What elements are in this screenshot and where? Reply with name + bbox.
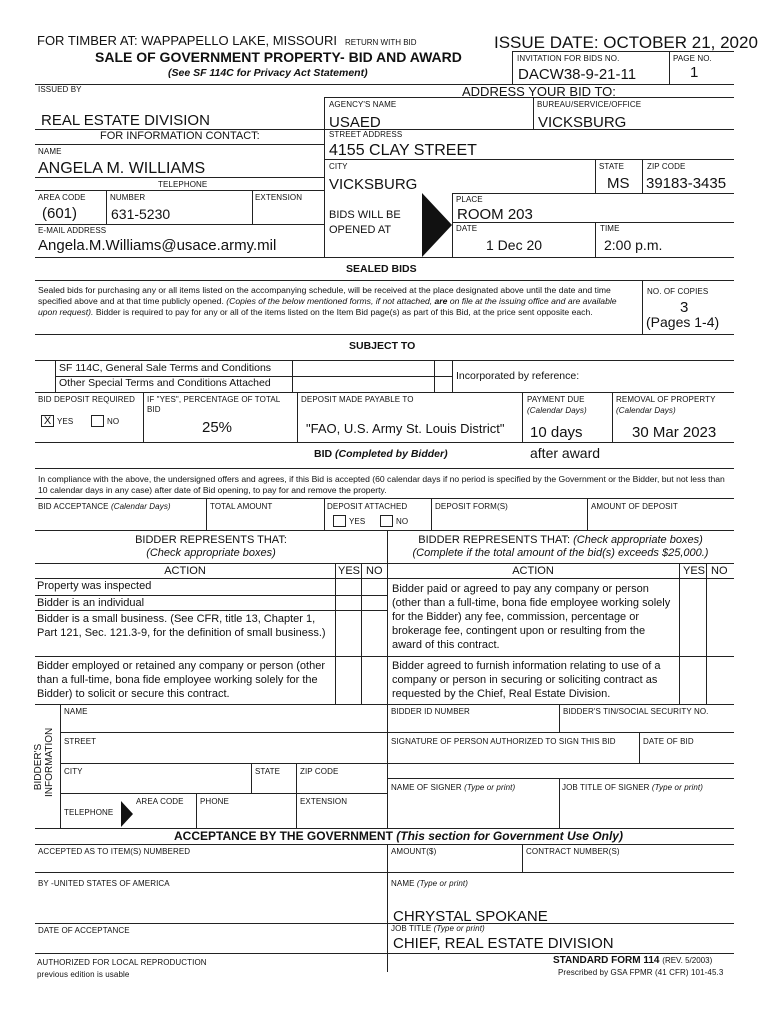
acceptor-name-label: NAME (Type or print) <box>391 879 468 888</box>
phone-number-value: 631-5230 <box>111 206 171 222</box>
represent-right-row-0: Bidder paid or agreed to pay any company or person (other than a full-time, bona fide employee working solely for the Bidder) any fee, commission, percentage or brokerage fee, contingent upon or resulting from the award of this contract. <box>392 583 671 651</box>
payable-to-label: DEPOSIT MADE PAYABLE TO <box>301 395 414 404</box>
bidder-street-label: STREET <box>64 737 97 746</box>
privacy-note: (See SF 114C for Privacy Act Statement) <box>168 67 368 79</box>
left-yes-header: YES <box>338 565 361 577</box>
issue-date: ISSUE DATE: OCTOBER 21, 2020 <box>494 33 758 52</box>
bidder-extension-label: EXTENSION <box>300 797 348 806</box>
city-label: CITY <box>329 162 348 171</box>
bid-acceptance-label: BID ACCEPTANCE (Calendar Days) <box>38 502 171 511</box>
contract-numbers-label: CONTRACT NUMBER(S) <box>526 847 620 856</box>
state-label: STATE <box>599 162 625 171</box>
date-of-acceptance-label: DATE OF ACCEPTANCE <box>38 926 130 935</box>
contact-name-label: NAME <box>38 147 62 156</box>
payment-due-sub: (Calendar Days) <box>527 406 587 415</box>
deposit-attached-yes-label: YES <box>349 517 366 526</box>
percentage-label: IF "YES", PERCENTAGE OF TOTAL BID <box>147 395 281 414</box>
acceptor-title: CHIEF, REAL ESTATE DIVISION <box>393 935 614 952</box>
right-action-header: ACTION <box>512 565 554 577</box>
subject-item-special-terms: Other Special Terms and Conditions Attached <box>59 377 271 389</box>
acceptor-title-label: JOB TITLE (Type or print) <box>391 924 485 933</box>
represents-left-sub: (Check appropriate boxes) <box>146 547 276 559</box>
copies-label: NO. OF COPIES <box>647 287 709 296</box>
page-number: 1 <box>690 64 699 81</box>
time-value: 2:00 p.m. <box>604 237 663 253</box>
footer-form-number: STANDARD FORM 114 (REV. 5/2003) <box>553 955 713 966</box>
invitation-label: INVITATION FOR BIDS NO. <box>517 54 620 63</box>
removal-value: 30 Mar 2023 <box>632 424 717 441</box>
date-label: DATE <box>456 224 478 233</box>
bidder-info-side-label: BIDDER'S INFORMATION <box>33 727 55 797</box>
contact-heading: FOR INFORMATION CONTACT: <box>100 130 260 142</box>
area-code-value: (601) <box>42 205 78 222</box>
deposit-yes-checkbox[interactable]: X <box>41 415 54 427</box>
copies-pages: (Pages 1-4) <box>646 314 720 330</box>
place-value: ROOM 203 <box>457 206 533 223</box>
signature-label: SIGNATURE OF PERSON AUTHORIZED TO SIGN THIS BID <box>391 737 616 746</box>
deposit-amount-label: AMOUNT OF DEPOSIT <box>591 502 678 511</box>
represents-right-heading: BIDDER REPRESENTS THAT: (Check appropriate boxes) <box>418 534 703 546</box>
deposit-no-checkbox[interactable] <box>91 415 104 427</box>
bidder-telephone-label: TELEPHONE <box>64 808 114 817</box>
bidder-area-code-label: AREA CODE <box>136 797 184 806</box>
email-value: Angela.M.Williams@usace.army.mil <box>38 237 277 254</box>
amount-label: AMOUNT($) <box>391 847 437 856</box>
telephone-label: TELEPHONE <box>158 180 208 189</box>
footer-prescribed: Prescribed by GSA FPMR (41 CFR) 101-45.3 <box>558 968 724 977</box>
represent-right-row-1: Bidder agreed to furnish information relating to use of a company or person in securing or soliciting contract as requested by the Chief, Real Estate Division. <box>392 660 661 700</box>
address-heading: ADDRESS YOUR BID TO: <box>462 84 616 99</box>
subject-item-sf114c: SF 114C, General Sale Terms and Conditions <box>59 362 272 374</box>
payment-due-value: 10 days <box>530 424 583 441</box>
area-code-label: AREA CODE <box>38 193 86 202</box>
place-label: PLACE <box>456 195 483 204</box>
bid-deposit-required-label: BID DEPOSIT REQUIRED <box>38 395 135 404</box>
deposit-attached-no-checkbox[interactable] <box>380 515 393 527</box>
state-value: MS <box>607 175 630 192</box>
removal-sub: (Calendar Days) <box>616 406 676 415</box>
email-label: E-MAIL ADDRESS <box>38 226 107 235</box>
represent-left-row-2: Bidder is a small business. (See CFR, title 13, Chapter 1, Part 121, Sec. 121.3-9, for the definition of small business.) <box>37 613 326 639</box>
left-no-header: NO <box>366 565 383 577</box>
deposit-attached-yes-checkbox[interactable] <box>333 515 346 527</box>
payable-to-value: "FAO, U.S. Army St. Louis District" <box>306 421 505 436</box>
subject-to-heading: SUBJECT TO <box>349 340 416 352</box>
bidder-zip-label: ZIP CODE <box>300 767 339 776</box>
number-label: NUMBER <box>110 193 146 202</box>
deposit-yes-label: YES <box>57 417 74 426</box>
removal-label: REMOVAL OF PROPERTY <box>616 395 716 404</box>
street-label: STREET ADDRESS <box>329 130 403 139</box>
bidder-phone-label: PHONE <box>200 797 229 806</box>
incorporated-label: Incorporated by reference: <box>456 370 580 382</box>
represents-right-sub: (Complete if the total amount of the bid(s) exceeds $25,000.) <box>412 547 709 559</box>
deposit-attached-label: DEPOSIT ATTACHED <box>327 502 408 511</box>
bidder-id-label: BIDDER ID NUMBER <box>391 707 470 716</box>
deposit-forms-label: DEPOSIT FORM(S) <box>435 502 508 511</box>
extension-label: EXTENSION <box>255 193 303 202</box>
percentage-value: 25% <box>202 419 233 436</box>
bidder-tin-label: BIDDER'S TIN/SOCIAL SECURITY NO. <box>563 707 709 716</box>
sealed-bids-text: Sealed bids for purchasing any or all items listed on the accompanying schedule, will be received at the place designated above until the date and time specified above and at that time publicly opened. (Copies of the below mentioned forms, if not attached, are on file at the issuing office and are available upon request). Bidder is required to pay for any or all of the items listed on the Item Bid page(s) as part of this Bid, at the price sent opposite each. <box>38 285 617 317</box>
total-amount-label: TOTAL AMOUNT <box>210 502 273 511</box>
deposit-no-label: NO <box>107 417 120 426</box>
form-title: SALE OF GOVERNMENT PROPERTY- BID AND AWARD <box>95 49 462 65</box>
bidder-state-label: STATE <box>255 767 281 776</box>
footer-authorized: AUTHORIZED FOR LOCAL REPRODUCTION <box>37 958 207 967</box>
city-value: VICKSBURG <box>329 176 418 193</box>
right-yes-header: YES <box>683 565 706 577</box>
agency-name: USAED <box>329 114 381 131</box>
payment-after-award: after award <box>530 445 601 461</box>
bureau-name: VICKSBURG <box>538 114 627 131</box>
bids-opened-line2: OPENED AT <box>329 224 392 236</box>
contact-name: ANGELA M. WILLIAMS <box>38 160 206 177</box>
agency-label: AGENCY'S NAME <box>329 100 397 109</box>
left-action-header: ACTION <box>164 565 206 577</box>
invitation-number: DACW38-9-21-11 <box>518 66 637 83</box>
signer-name-label: NAME OF SIGNER (Type or print) <box>391 783 516 792</box>
arrow-right-icon <box>420 193 453 257</box>
page-label: PAGE NO. <box>673 54 712 63</box>
issued-by-label: ISSUED BY <box>38 85 82 94</box>
sealed-bids-heading: SEALED BIDS <box>346 263 417 275</box>
represent-left-row-1: Bidder is an individual <box>37 597 145 609</box>
bidder-name-label: NAME <box>64 707 88 716</box>
bidder-city-label: CITY <box>64 767 83 776</box>
signer-title-label: JOB TITLE OF SIGNER (Type or print) <box>562 783 704 792</box>
represent-left-row-3: Bidder employed or retained any company or person (other than a full-time, bona fide employee working solely for the Bidder) to solicit or secure this contract. <box>37 660 325 700</box>
compliance-text: In compliance with the above, the undersigned offers and agrees, if this Bid is accepted (60 calendar days if no period is specified by the Government or the Bidder, but not less than 10 calendar days in any case) after date of Bid opening, to pay for and remove the property. <box>38 474 725 495</box>
street-address: 4155 CLAY STREET <box>329 142 477 159</box>
accepted-items-label: ACCEPTED AS TO ITEM(S) NUMBERED <box>38 847 191 856</box>
footer-previous-edition: previous edition is usable <box>37 970 130 979</box>
date-of-bid-label: DATE OF BID <box>643 737 694 746</box>
right-no-header: NO <box>711 565 728 577</box>
time-label: TIME <box>600 224 620 233</box>
represents-left-heading: BIDDER REPRESENTS THAT: <box>135 534 287 546</box>
bids-opened-line1: BIDS WILL BE <box>329 209 401 221</box>
bid-heading: BID (Completed by Bidder) <box>314 448 448 460</box>
payment-due-label: PAYMENT DUE <box>527 395 585 404</box>
copies-value: 3 <box>680 299 689 316</box>
timber-location: FOR TIMBER AT: WAPPAPELLO LAKE, MISSOURI <box>37 33 338 48</box>
acceptance-heading: ACCEPTANCE BY THE GOVERNMENT (This section for Government Use Only) <box>174 829 623 843</box>
issued-by-value: REAL ESTATE DIVISION <box>41 112 210 129</box>
acceptor-name: CHRYSTAL SPOKANE <box>393 908 548 925</box>
date-value: 1 Dec 20 <box>486 237 543 253</box>
bureau-label: BUREAU/SERVICE/OFFICE <box>537 100 642 109</box>
return-with-bid-note: RETURN WITH BID <box>345 38 417 47</box>
by-usa-label: BY -UNITED STATES OF AMERICA <box>38 879 170 888</box>
represent-left-row-0: Property was inspected <box>37 580 152 592</box>
zip-value: 39183-3435 <box>646 175 727 192</box>
arrow-right-icon <box>120 801 134 827</box>
deposit-attached-no-label: NO <box>396 517 409 526</box>
zip-label: ZIP CODE <box>647 162 686 171</box>
